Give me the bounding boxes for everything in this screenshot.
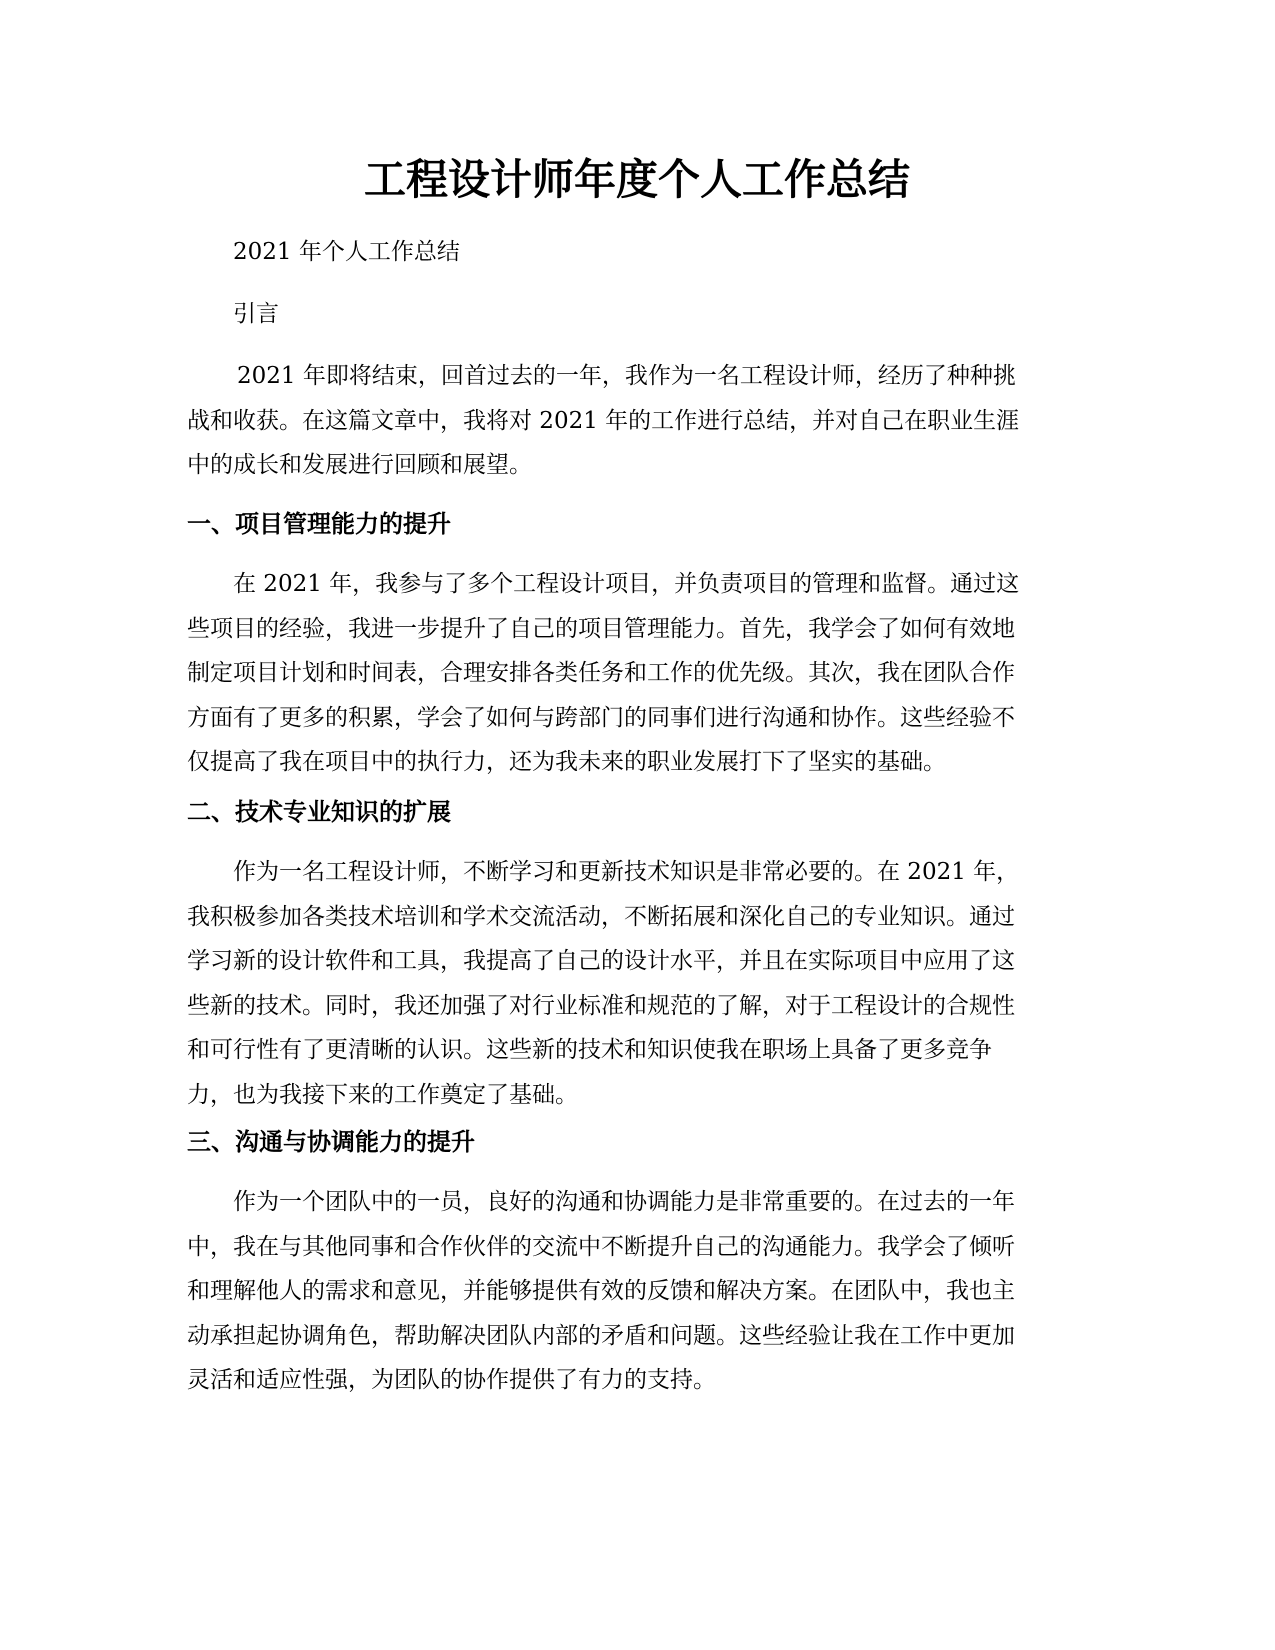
paragraph-line: 我积极参加各类技术培训和学术交流活动，不断拓展和深化自己的专业知识。通过 bbox=[187, 903, 1015, 930]
document-title: 工程设计师年度个人工作总结 bbox=[363, 155, 910, 204]
intro-paragraph bbox=[187, 354, 1087, 488]
paragraph-line: 作为一个团队中的一员，良好的沟通和协调能力是非常重要的。在过去的一年 bbox=[233, 1189, 1015, 1215]
paragraph-line: 些新的技术。同时，我还加强了对行业标准和规范的了解，对于工程设计的合规性 bbox=[187, 992, 1015, 1019]
section-paragraph bbox=[187, 562, 1087, 785]
paragraph-line: 力，也为我接下来的工作奠定了基础。 bbox=[187, 1081, 578, 1108]
paragraph-line: 2021 年即将结束，回首过去的一年，我作为一名工程设计师，经历了种种挑 bbox=[237, 363, 1016, 389]
paragraph-line: 仅提高了我在项目中的执行力，还为我未来的职业发展打下了坚实的基础。 bbox=[187, 749, 946, 775]
paragraph-line: 战和收获。在这篇文章中，我将对 2021 年的工作进行总结，并对自己在职业生涯 bbox=[187, 407, 1020, 434]
paragraph-line: 和理解他人的需求和意见，并能够提供有效的反馈和解决方案。在团队中，我也主 bbox=[187, 1278, 1015, 1304]
paragraph-line: 灵活和适应性强，为团队的协作提供了有力的支持。 bbox=[187, 1367, 716, 1393]
section-heading: 一、项目管理能力的提升 bbox=[187, 510, 451, 538]
paragraph-line: 学习新的设计软件和工具，我提高了自己的设计水平，并且在实际项目中应用了这 bbox=[187, 948, 1015, 974]
paragraph-line: 作为一名工程设计师，不断学习和更新技术知识是非常必要的。在 2021 年， bbox=[233, 859, 1020, 885]
paragraph-line: 动承担起协调角色，帮助解决团队内部的矛盾和问题。这些经验让我在工作中更加 bbox=[187, 1322, 1015, 1349]
intro-label: 引言 bbox=[233, 301, 279, 327]
paragraph-line: 些项目的经验，我进一步提升了自己的项目管理能力。首先，我学会了如何有效地 bbox=[187, 615, 1015, 642]
paragraph-line: 和可行性有了更清晰的认识。这些新的技术和知识使我在职场上具备了更多竞争 bbox=[187, 1037, 992, 1063]
section-paragraph bbox=[187, 850, 1087, 1117]
paragraph-line: 在 2021 年，我参与了多个工程设计项目，并负责项目的管理和监督。通过这 bbox=[233, 571, 1020, 597]
section-heading: 二、技术专业知识的扩展 bbox=[187, 798, 451, 826]
paragraph-line: 制定项目计划和时间表，合理安排各类任务和工作的优先级。其次，我在团队合作 bbox=[187, 660, 1015, 686]
subtitle: 2021 年个人工作总结 bbox=[233, 239, 460, 265]
section-heading: 三、沟通与协调能力的提升 bbox=[187, 1128, 475, 1156]
paragraph-line: 中的成长和发展进行回顾和展望。 bbox=[187, 452, 532, 478]
paragraph-line: 中，我在与其他同事和合作伙伴的交流中不断提升自己的沟通能力。我学会了倾听 bbox=[187, 1233, 1015, 1260]
paragraph-line: 方面有了更多的积累，学会了如何与跨部门的同事们进行沟通和协作。这些经验不 bbox=[187, 704, 1015, 731]
section-paragraph bbox=[187, 1180, 1087, 1403]
